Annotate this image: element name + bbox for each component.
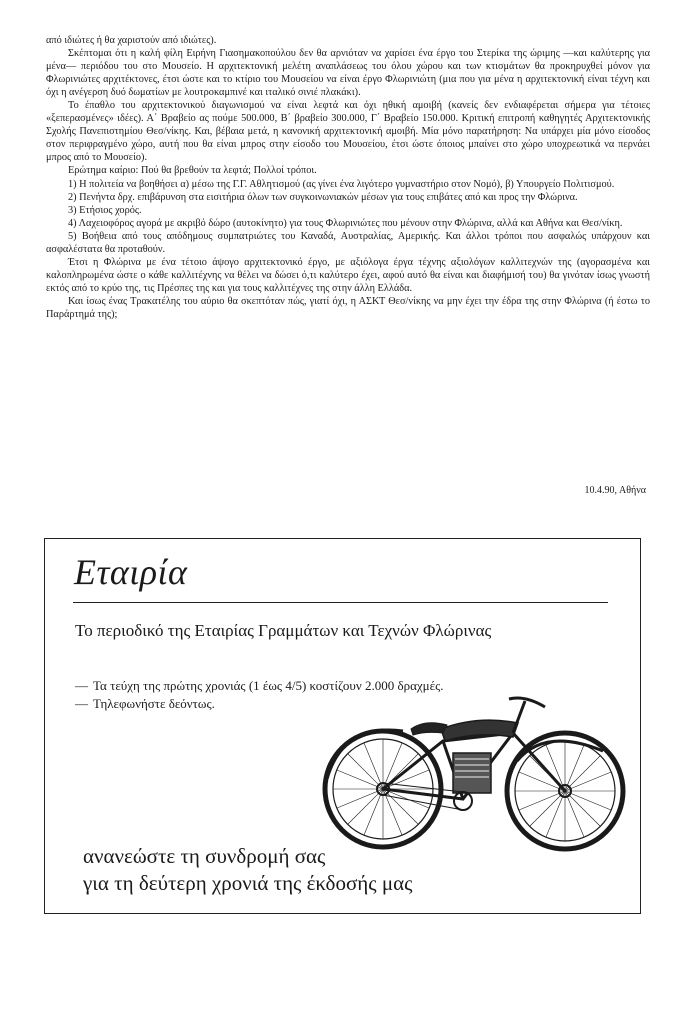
list-item-text: Τα τεύχη της πρώτης χρονιάς (1 έως 4/5) κοστίζουν 2.000 δραχμές. [93, 678, 444, 693]
paragraph: 1) Η πολιτεία να βοηθήσει α) μέσω της Γ.Γ. Αθλητισμού (ας γίνει ένα λιγότερο γυμναστήριο στον Νομό), β) Υπουργείο Πολιτισμού. [68, 178, 615, 190]
ad-footer-line: για τη δεύτερη χρονιά της έκδοσής μας [83, 871, 413, 895]
paragraph: Έτσι η Φλώρινα με ένα τέτοιο άψογο αρχιτεκτονικό έργο, με αξιόλογα έργα τέχνης αξιολόγων καλλιτεχνών της (αγορασμένα και καλοπληρωμένα ώστε ο κάθε καλλιτέχνης να θέλει να δώσει ό,τι καλύτερο έχει, αφού αυτό θα είναι και διαφήμισή του) θα γινόταν ίσως γνωστή εκτός από το κρύο της, τις Πρέσπες της και για τους καλλιτέχνες της στην άλλη Ελλάδα. [46, 256, 650, 294]
paragraph: Και ίσως ένας Τρακατέλης του αύριο θα σκεπτόταν πώς, γιατί όχι, η ΑΣΚΤ Θεσ/νίκης να μην έχει την έδρα της στην Φλώρινα (ή έστω το Παράρτημά της); [46, 295, 650, 320]
ad-divider [73, 602, 608, 603]
dash-bullet: — [75, 678, 88, 693]
paragraph: Ερώτημα καίριο: Πού θα βρεθούν τα λεφτά; Πολλοί τρόποι. [68, 165, 317, 177]
motorcycle-illustration [313, 671, 633, 861]
paragraph: Το έπαθλο του αρχιτεκτονικού διαγωνισμού να είναι λεφτά και όχι ηθική αμοιβή (κανείς δεν ενδιαφέρεται σήμερα για τέτοιες «ξεπερασμένες» ιδέες). Α΄ Βραβείο ας πούμε 500.000, Β΄ βραβείο 300.000, Γ΄ Βραβείο 150.000. Κριτική επιτροπή καθηγητές Αρχιτεκτονικής Σχολής Πανεπιστημίου Θεσ/νίκης. Και, βέβαια μετά, η κανονική αρχιτεκτονική αμοιβή. Μία μόνο παρατήρηση: Να υπάρχει μία μόνο είσοδος στον περιφραγμένο χώρο, αυτή που θα είναι μπρος στην είσοδο του Μουσείου, έτσι ώστε όποιος μπαίνει στο χώρο υποχρεωτικά να περνάει μπρος από το Μουσείο). [46, 100, 650, 164]
paragraph: 3) Ετήσιος χορός. [68, 204, 142, 216]
article-date: 10.4.90, Αθήνα [584, 485, 646, 496]
advertisement-box [44, 538, 641, 914]
paragraph: Σκέπτομαι ότι η καλή φίλη Ειρήνη Γιασημακοπούλου δεν θα αρνιόταν να χαρίσει ένα έργο του Στερίκα της ώριμης —και καλύτερης για μένα— περιόδου του στο Μουσείο. Η αρχιτεκτονική μελέτη αναπλάσεως του όλου χώρου και των κτισμάτων θα προκηρυχθεί μόνον για Φλωρινιώτες αρχιτέκτονες, έτσι ώστε και το κτίριο του Μουσείου να είναι έργο Φλωρινιώτη (μια που για μένα η αρχιτεκτονική είναι τέχνη και όχι η ανέγερση δυό δωματίων με λουτροκαμπινέ και ιταλικό σινιέ πλακάκι). [46, 48, 650, 99]
ad-footer-line: ανανεώστε τη συνδρομή σας [83, 844, 326, 868]
paragraph: 4) Λαχειοφόρος αγορά με ακριβό δώρο (αυτοκίνητο) για τους Φλωρινιώτες που μένουν στην Φλώρινα, αλλά και Αθήνα και Θεσ/νίκη. [68, 217, 623, 229]
article-body [46, 34, 650, 321]
ad-footer-text [83, 843, 412, 897]
paragraph: 5) Βοήθεια από τους απόδημους συμπατριώτες του Καναδά, Αυστραλίας, Αμερικής. Και άλλοι τρόποι που ασφαλώς υπάρχουν και ασφαλέστατα θα προταθούν. [46, 230, 650, 255]
dash-bullet: — [75, 696, 88, 711]
list-item-text: Τηλεφωνήστε δεόντως. [93, 696, 215, 711]
paragraph: από ιδιώτες ή θα χαριστούν από ιδιώτες). [46, 35, 217, 46]
paragraph: 2) Πενήντα δρχ. επιβάρυνση στα εισιτήρια όλων των συγκοινωνιακών μέσων για τους επιβάτες από και προς την Φλώρινα. [68, 191, 578, 203]
ad-subtitle: Το περιοδικό της Εταιρίας Γραμμάτων και Τεχνών Φλώρινας [75, 621, 492, 640]
ad-title: Εταιρία [74, 552, 188, 592]
